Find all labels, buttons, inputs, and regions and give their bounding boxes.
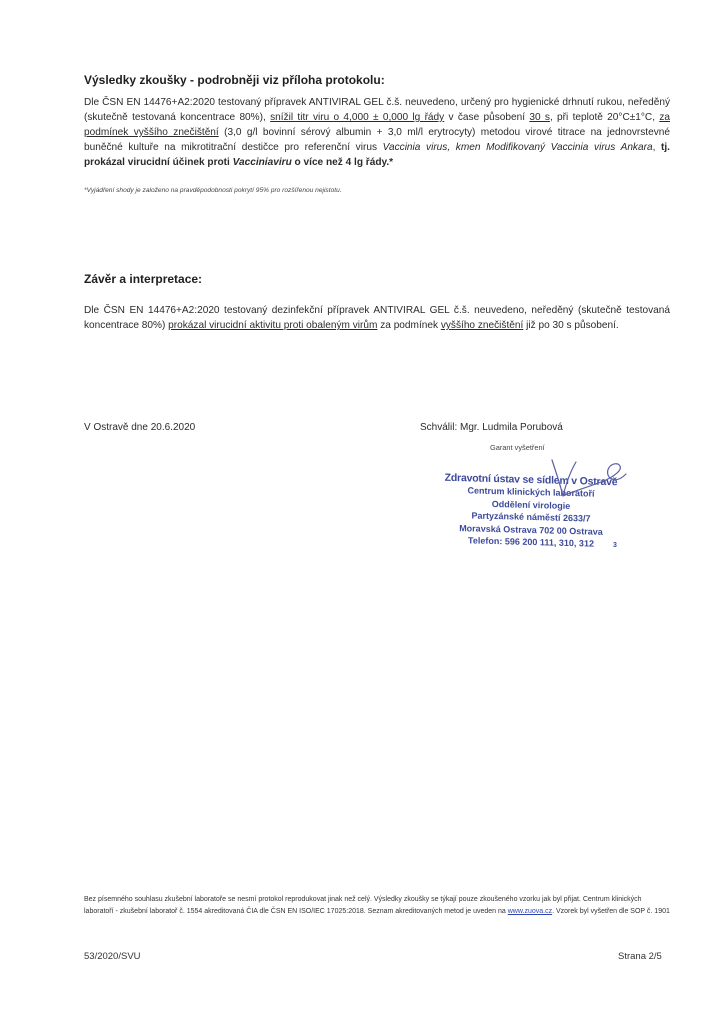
conclusion-soiling: vyššího znečištění bbox=[440, 320, 524, 331]
results-text-2: v čase působení bbox=[444, 112, 530, 123]
place-date: V Ostravě dne 20.6.2020 bbox=[84, 422, 196, 433]
stamp-line-1: Zdravotní ústav se sídlem v Ostravě bbox=[444, 471, 618, 489]
footer-link[interactable]: www.zuova.cz bbox=[507, 908, 553, 915]
virus-name: Vaccinia virus, kmen Modifikovaný Vaccinia virus Ankara bbox=[382, 142, 653, 153]
conclusion-paragraph bbox=[84, 303, 670, 333]
stamp-line-2: Centrum klinických laboratoří bbox=[467, 485, 595, 499]
conclusion-text-3: již po 30 s působení. bbox=[523, 320, 619, 331]
footer-text-a: Bez písemného souhlasu zkušební laboratoře se nesmí protokol reprodukovat jinak než celý. Výsledky zkoušky se týkají pouze zkoušeného vzorku jak byl přijat. Centrum klinických laboratoří - zkušební laboratoř č. 1554 akreditovaná ČIA dle ČSN EN ISO/IEC 17025:2018. Seznam akreditovaných metod je uveden na bbox=[84, 896, 642, 915]
results-text-4: (3,0 g/l bovinní sérový albumin + 3,0 ml/l erytrocyty) metodou virové titrace na jednovrstevné buněčné kultuře na mikrotitrační destičce pro referenční virus bbox=[84, 127, 671, 153]
results-text-3: , při teplotě 20°C±1°C, bbox=[549, 112, 660, 123]
stamp-line-3: Oddělení virologie bbox=[491, 498, 571, 511]
conclusion-text-2: za podmínek bbox=[377, 320, 441, 331]
stamp-mark: 3 bbox=[613, 542, 617, 549]
stamp-line-6: Telefon: 596 200 111, 310, 312 bbox=[468, 535, 594, 549]
page-number: Strana 2/5 bbox=[618, 951, 662, 962]
results-heading: Výsledky zkoušky - podrobněji viz příloha protokolu: bbox=[84, 73, 385, 87]
stamp-line-5: Moravská Ostrava 702 00 Ostrava bbox=[459, 522, 603, 537]
conclusion-claim: prokázal virucidní aktivitu proti obaleným virům bbox=[168, 320, 378, 331]
results-bold-virus: Vacciniaviru bbox=[232, 157, 292, 168]
document-id: 53/2020/SVU bbox=[84, 951, 141, 962]
stamp-line-4: Partyzánské náměstí 2633/7 bbox=[471, 510, 591, 524]
conclusion-text-1: Dle ČSN EN 14476+A2:2020 testovaný dezinfekční přípravek ANTIVIRAL GEL č.š. neuvedeno, neředěný (skutečně testovaná koncentrace 80%) bbox=[84, 305, 670, 331]
approver-role: Garant vyšetření bbox=[490, 443, 545, 452]
footer-disclaimer bbox=[84, 894, 670, 918]
exposure-time: 30 s bbox=[529, 112, 550, 123]
results-text-5: , bbox=[652, 142, 662, 153]
results-bold-1: tj. prokázal virucidní účinek proti bbox=[84, 142, 670, 168]
footer-text-b: . Vzorek byl vyšetřen dle SOP č. 1901 bbox=[552, 908, 670, 915]
soiling-conditions: za podmínek vyššího znečištění bbox=[84, 112, 670, 138]
results-text-1: Dle ČSN EN 14476+A2:2020 testovaný přípravek ANTIVIRAL GEL č.š. neuvedeno, určený pro hygienické drhnutí rukou, neředěný (skutečně testovaná koncentrace 80%), bbox=[84, 97, 670, 123]
titer-reduction: snížil titr viru o 4,000 ± 0,000 lg řády bbox=[270, 112, 445, 123]
results-bold-2: o více než 4 lg řády.* bbox=[291, 157, 394, 168]
approved-by: Schválil: Mgr. Ludmila Porubová bbox=[420, 422, 563, 433]
conclusion-heading: Závěr a interpretace: bbox=[84, 272, 203, 286]
results-footnote: *Vyjádření shody je založeno na pravděpodobnosti pokrytí 95% pro rozšířenou nejistotu. bbox=[84, 187, 342, 194]
results-paragraph bbox=[84, 95, 670, 170]
handwritten-signature bbox=[530, 456, 630, 504]
